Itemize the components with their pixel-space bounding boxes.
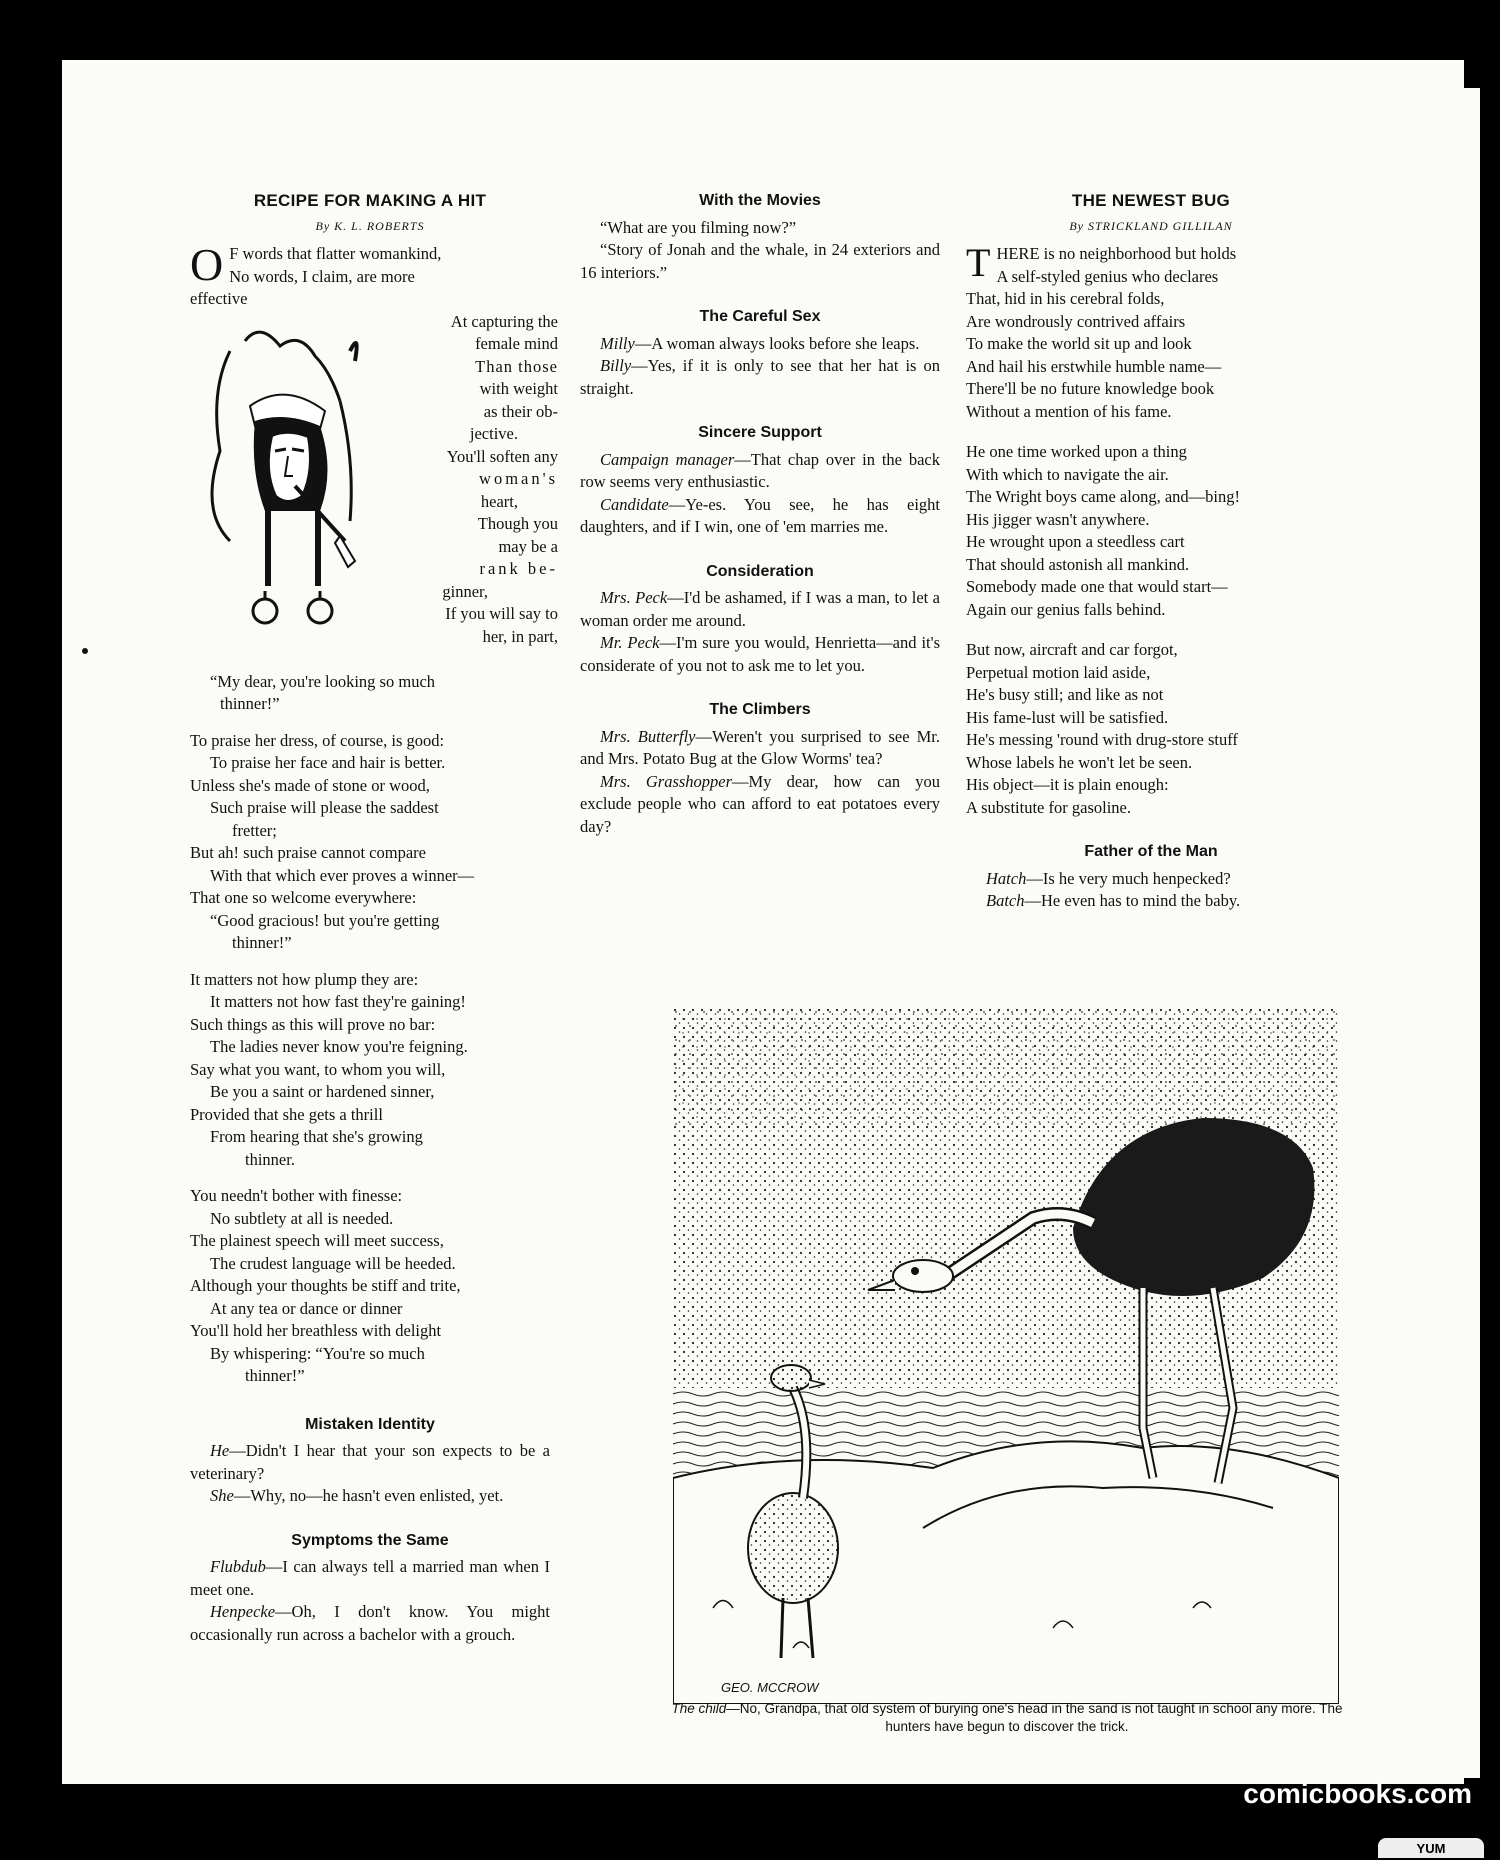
poem-line: Whose labels he won't let be seen.: [966, 752, 1193, 772]
poem-line: thinner!”: [232, 933, 292, 952]
dialogue-line: [580, 587, 940, 632]
speaker-name: Billy: [600, 356, 632, 375]
chick-body: [748, 1493, 838, 1603]
poem-line: To make the world sit up and look: [966, 334, 1192, 353]
dialogue-text: —Weren't you surprised to see Mr. and Mrs. Potato Bug at the Glow Worms' tea?: [580, 726, 940, 768]
magazine-page: [62, 60, 1464, 1784]
poem-line: Than those: [475, 356, 558, 376]
dialogue-text: —He even has to mind the baby.: [1024, 891, 1241, 910]
poem-title: RECIPE FOR MAKING A HIT: [253, 191, 487, 210]
column-right: [966, 190, 1336, 913]
poem-line: With which to navigate the air.: [966, 464, 1169, 484]
poem-line: as their ob-: [483, 401, 558, 421]
poem-line: “My dear, you're looking so much: [210, 671, 436, 691]
site-watermark: comicbooks.com: [1243, 1778, 1472, 1809]
speaker-name: Mrs. Peck: [600, 588, 668, 607]
dialogue-line: [580, 771, 940, 839]
dialogue-line: [190, 1601, 550, 1646]
section-heading: The Careful Sex: [699, 308, 821, 325]
poem-line: And hail his erstwhile humble name—: [966, 356, 1222, 376]
poem-line: He's messing 'round with drug-store stuff: [966, 730, 1238, 749]
column-middle: [580, 190, 940, 838]
speaker-name: Mr. Peck: [600, 633, 660, 652]
dialogue-text: —I'd be ashamed, if I was a man, to let a woman order me around.: [580, 588, 940, 630]
poem-byline: By STRICKLAND GILLILAN: [1069, 218, 1233, 233]
dialogue-line: [580, 449, 940, 494]
section-heading: Mistaken Identity: [305, 1415, 435, 1433]
poem-line: His jigger wasn't anywhere.: [966, 509, 1150, 529]
poem-line: The ladies never know you're feigning.: [210, 1037, 468, 1056]
dialogue-text: —Is he very much henpecked?: [1026, 868, 1231, 888]
section-heading: Symptoms the Same: [291, 1531, 449, 1549]
chick-head: [771, 1365, 811, 1391]
dialogue-text: —I can always tell a married man when I meet one.: [190, 1557, 550, 1599]
speaker-name: Hatch: [986, 868, 1027, 888]
caption-speaker: The child: [671, 1701, 727, 1716]
dialogue-line: [190, 1485, 550, 1508]
dialogue-text: —Why, no—he hasn't even enlisted, yet.: [233, 1486, 504, 1505]
poem-line: rank be-: [479, 559, 558, 578]
poem-line: HERE is no neighborhood but holds: [996, 244, 1237, 263]
page-spine-edge: [1464, 88, 1480, 1778]
poem-line: Say what you want, to whom you will,: [190, 1059, 446, 1079]
dialogue-line: “Story of Jonah and the whale, in 24 exteriors and 16 interiors.”: [580, 240, 940, 282]
poem-line: effective: [190, 289, 248, 308]
poem-line: A substitute for gasoline.: [966, 797, 1131, 817]
speaker-name: Candidate: [600, 494, 669, 514]
poem-stanza: [190, 1185, 550, 1388]
dialogue-line: [966, 868, 1336, 891]
caption-text: —No, Grandpa, that old system of burying one's head in the sand is not taught in school any more. The hunters have begun to discover the trick.: [726, 1701, 1343, 1734]
poem-line: ginner,: [442, 581, 488, 601]
poem-line: thinner!”: [245, 1366, 305, 1385]
dialogue-line: [580, 632, 940, 677]
column-left: [190, 190, 558, 1646]
dialogue-line: [190, 1440, 550, 1485]
section-heading: Consideration: [706, 562, 814, 580]
poem-line: With that which ever proves a winner—: [210, 865, 475, 885]
poem-line: Without a mention of his fame.: [966, 401, 1172, 421]
poem-stanza: [190, 730, 550, 955]
dialogue-line: [580, 494, 940, 539]
speaker-name: Flubdub: [210, 1557, 266, 1576]
drop-cap: O: [190, 239, 224, 290]
poem-line: heart,: [480, 491, 518, 511]
poem-line: That should astonish all mankind.: [966, 554, 1190, 574]
poem-stanza: [190, 969, 550, 1172]
poem-line: That, hid in his cerebral folds,: [966, 289, 1165, 308]
poem-line: If you will say to: [445, 604, 558, 623]
section-heading: Sincere Support: [698, 424, 822, 441]
poem-line: Perpetual motion laid aside,: [966, 662, 1151, 682]
dialogue-line: “What are you filming now?”: [600, 217, 797, 237]
poem-line: A self-styled genius who declares: [996, 266, 1219, 286]
poem-line: Are wondrously contrived affairs: [966, 311, 1186, 331]
dialogue-text: —I'm sure you would, Henrietta—and it's considerate of you not to ask me to let you.: [580, 633, 941, 675]
wrapped-poem-lines: [380, 311, 558, 649]
poem-line: He wrought upon a steedless cart: [966, 532, 1185, 551]
poem-line: By whispering: “You're so much: [210, 1343, 425, 1363]
poem-line: No words, I claim, are more: [229, 266, 415, 286]
poem-line: To praise her dress, of course, is good:: [190, 730, 445, 750]
poem-line: There'll be no future knowledge book: [966, 379, 1215, 398]
poem-line: thinner.: [245, 1149, 295, 1169]
poem-line: But now, aircraft and car forgot,: [966, 640, 1178, 659]
poem-line: thinner!”: [220, 694, 280, 713]
cartoon-caption: [662, 1700, 1352, 1736]
speaker-name: Campaign manager: [600, 449, 735, 469]
poem-line: At capturing the: [450, 311, 558, 331]
poem-line: may be a: [498, 536, 558, 556]
section-heading: The Climbers: [709, 701, 811, 718]
speaker-name: Mrs. Grasshopper: [600, 771, 733, 791]
poem-line: jective.: [469, 424, 518, 443]
poem-line: His object—it is plain enough:: [966, 775, 1169, 794]
poem-line: To praise her face and hair is better.: [210, 753, 446, 772]
poem-line: Although your thoughts be stiff and trite,: [190, 1276, 461, 1295]
corner-tab: YUM: [1378, 1838, 1484, 1858]
drop-cap: T: [966, 240, 991, 285]
ostrich-head: [893, 1260, 953, 1292]
poem-line: The plainest speech will meet success,: [190, 1231, 444, 1250]
poem-line: Unless she's made of stone or wood,: [190, 775, 430, 795]
dialogue-text: —Didn't I hear that your son expects to be a veterinary?: [190, 1441, 550, 1483]
poem-line: Again our genius falls behind.: [966, 599, 1166, 619]
artist-signature: GEO. MCCROW: [721, 1680, 819, 1695]
dialogue-line: [580, 355, 940, 400]
poem-line: You'll hold her breathless with delight: [190, 1321, 442, 1340]
dialogue-line: [580, 333, 940, 356]
poem-line: From hearing that she's growing: [210, 1127, 423, 1146]
poem-byline: By K. L. ROBERTS: [315, 218, 425, 233]
speaker-name: Milly: [600, 333, 635, 353]
poem-line: He one time worked upon a thing: [966, 442, 1187, 461]
poem-stanza: [966, 639, 1336, 819]
poem-line: her, in part,: [482, 626, 558, 646]
poem-line: But ah! such praise cannot compare: [190, 843, 426, 862]
speaker-name: He: [210, 1441, 230, 1460]
poem-line: Though you: [477, 514, 558, 533]
poem-line: You needn't bother with finesse:: [190, 1186, 403, 1205]
dialogue-text: —A woman always looks before she leaps.: [634, 333, 920, 353]
poem-line: He's busy still; and like as not: [966, 685, 1164, 704]
poem-line: with weight: [479, 379, 558, 398]
poem-line: You'll soften any: [446, 446, 558, 466]
poem-line: Provided that she gets a thrill: [190, 1104, 383, 1124]
speaker-name: Batch: [986, 891, 1025, 910]
poem-line: The crudest language will be heeded.: [210, 1253, 456, 1273]
section-heading: With the Movies: [699, 192, 821, 209]
speaker-name: Henpecke: [210, 1602, 276, 1621]
dialogue-text: —Oh, I don't know. You might occasionally run across a bachelor with a grouch.: [190, 1602, 550, 1644]
dialogue-line: [580, 726, 940, 771]
dialogue-text: —That chap over in the back row seems very enthusiastic.: [580, 449, 940, 491]
poem-line: At any tea or dance or dinner: [210, 1298, 403, 1318]
indian-illustration-block: [190, 311, 558, 671]
poem-stanza: [966, 441, 1336, 621]
poem-line: “Good gracious! but you're getting: [210, 910, 440, 930]
poem-line: The Wright boys came along, and—bing!: [966, 487, 1240, 506]
scan-speck: [82, 648, 88, 654]
section-heading: Father of the Man: [1084, 843, 1218, 860]
dialogue-line: [966, 890, 1336, 913]
poem-line: Such things as this will prove no bar:: [190, 1014, 436, 1034]
speaker-name: She: [210, 1486, 234, 1505]
poem-line: female mind: [475, 334, 558, 353]
dialogue-text: —My dear, how can you exclude people who can afford to eat potatoes every day?: [580, 771, 940, 836]
poem-line: fretter;: [232, 820, 277, 840]
poem-line: Somebody made one that would start—: [966, 577, 1228, 596]
poem-title: THE NEWEST BUG: [1071, 191, 1231, 210]
poem-line: F words that flatter womankind,: [229, 244, 442, 263]
poem-line: Be you a saint or hardened sinner,: [210, 1082, 435, 1101]
dialogue-text: —Ye-es. You see, he has eight daughters, and if I win, one of 'em marries me.: [580, 494, 940, 536]
poem-line: No subtlety at all is needed.: [210, 1208, 394, 1228]
speaker-name: Mrs. Butterfly: [600, 726, 696, 746]
poem-line: Such praise will please the saddest: [210, 798, 439, 817]
poem-line: It matters not how plump they are:: [190, 969, 419, 989]
poem-line: woman's: [479, 469, 558, 488]
dialogue-line: [190, 1556, 550, 1601]
ostrich-cartoon: [673, 1008, 1339, 1704]
poem-line: It matters not how fast they're gaining!: [210, 992, 466, 1011]
poem-line: His fame-lust will be satisfied.: [966, 707, 1169, 727]
poem-line: That one so welcome everywhere:: [190, 888, 417, 907]
indian-chief-illustration: [190, 311, 375, 671]
dialogue-text: —Yes, if it is only to see that her hat is on straight.: [580, 356, 940, 398]
scan-border: [1480, 0, 1500, 1854]
